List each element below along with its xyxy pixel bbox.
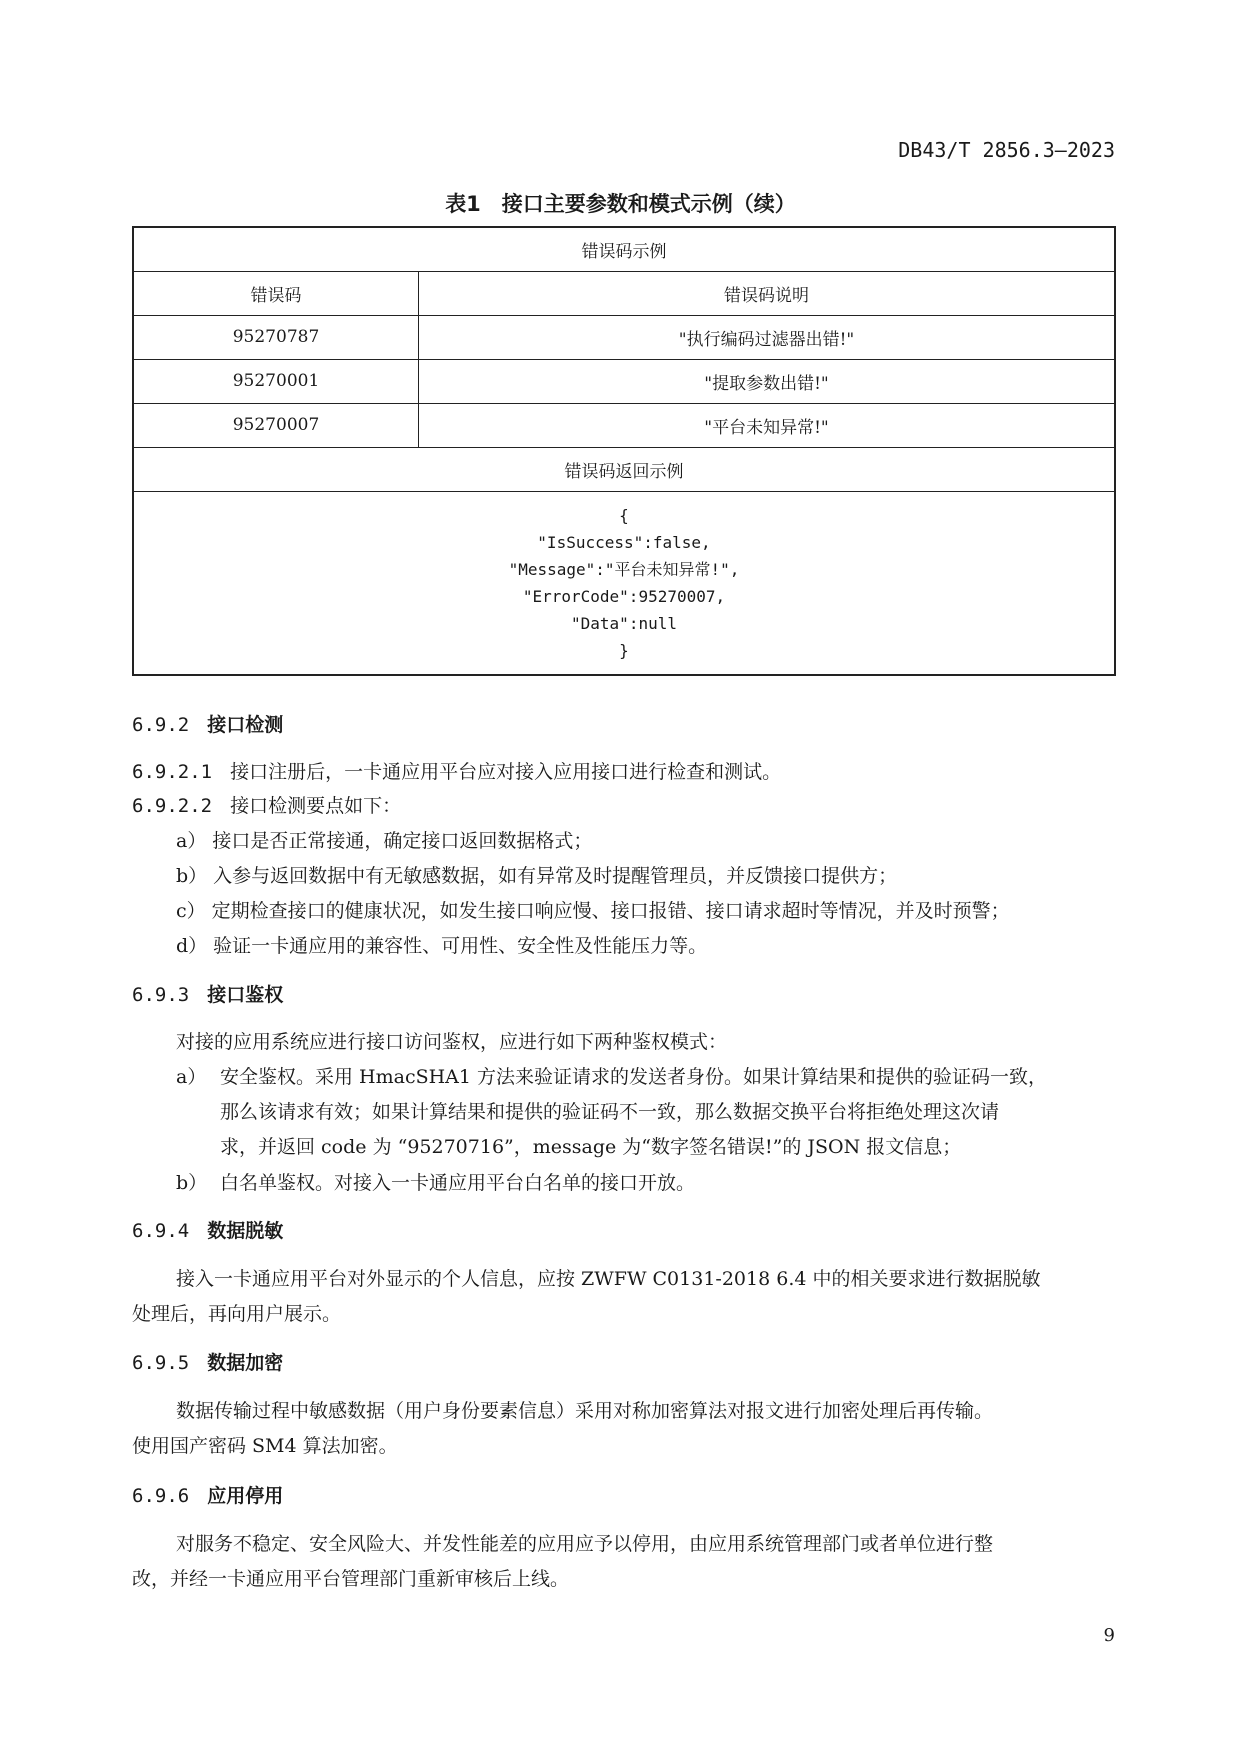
error-code-table <box>132 226 1116 676</box>
list-text-line: 求，并返回 code 为 “95270716”，message 为“数字签名错误!”的 JSON 报文信息； <box>220 1136 962 1158</box>
section-title: 应用停用 <box>207 1485 284 1507</box>
heading-6-9-4 <box>132 1216 283 1243</box>
heading-6-9-6 <box>132 1481 283 1508</box>
section-title: 接口鉴权 <box>207 984 284 1006</box>
column-header-description: 错误码说明 <box>419 271 1116 315</box>
section-title: 接口检测 <box>207 714 284 736</box>
error-description-cell: "平台未知异常!" <box>419 403 1116 447</box>
clause-number: 6.9.2.1 <box>132 761 213 783</box>
paragraph-line: 接入一卡通应用平台对外显示的个人信息，应按 ZWFW C0131-2018 6.4 中的相关要求进行数据脱敏 <box>176 1268 1041 1290</box>
list-text: 验证一卡通应用的兼容性、可用性、安全性及性能压力等。 <box>213 935 708 957</box>
section-title: 数据脱敏 <box>207 1220 284 1242</box>
error-description-cell: "提取参数出错!" <box>419 359 1116 403</box>
table-row <box>133 359 1115 403</box>
table-row <box>133 315 1115 359</box>
paragraph-line: 数据传输过程中敏感数据（用户身份要素信息）采用对称加密算法对报文进行加密处理后再传输。 <box>176 1400 994 1422</box>
return-example-title: 错误码返回示例 <box>133 447 1115 491</box>
section-number: 6.9.3 <box>132 984 190 1006</box>
list-marker: b） <box>176 865 208 887</box>
clause-number: 6.9.2.2 <box>132 795 213 817</box>
heading-6-9-5 <box>132 1348 283 1375</box>
json-line: "ErrorCode":95270007, <box>522 586 726 606</box>
list-text: 定期检查接口的健康状况，如发生接口响应慢、接口报错、接口请求超时等情况，并及时预警； <box>211 900 1010 922</box>
error-code-cell: 95270787 <box>133 315 419 359</box>
list-item <box>176 859 897 893</box>
clause-text: 接口检测要点如下： <box>230 795 402 817</box>
section-number: 6.9.6 <box>132 1485 190 1507</box>
heading-6-9-2 <box>132 710 283 737</box>
error-code-cell: 95270001 <box>133 359 419 403</box>
list-text: 入参与返回数据中有无敏感数据，如有异常及时提醒管理员，并反馈接口提供方； <box>213 865 898 887</box>
paragraph-line: 对服务不稳定、安全风险大、并发性能差的应用应予以停用，由应用系统管理部门或者单位进行整 <box>176 1533 994 1555</box>
auth-intro: 对接的应用系统应进行接口访问鉴权，应进行如下两种鉴权模式： <box>176 1031 728 1053</box>
clause-6-9-2-1 <box>132 755 781 789</box>
table-section-title: 错误码示例 <box>133 227 1115 271</box>
list-text-line: 那么该请求有效；如果计算结果和提供的验证码不一致，那么数据交换平台将拒绝处理这次请 <box>220 1101 1000 1123</box>
paragraph-line: 使用国产密码 SM4 算法加密。 <box>132 1435 398 1457</box>
error-code-cell: 95270007 <box>133 403 419 447</box>
page-number: 9 <box>1103 1625 1115 1646</box>
table-row <box>133 403 1115 447</box>
list-text: 接口是否正常接通，确定接口返回数据格式； <box>212 830 593 852</box>
list-item <box>176 929 707 963</box>
section-number: 6.9.4 <box>132 1220 190 1242</box>
section-number: 6.9.5 <box>132 1352 190 1374</box>
list-marker: a） <box>176 830 207 852</box>
table-caption: 表1 接口主要参数和模式示例（续） <box>445 192 796 216</box>
list-item <box>176 894 1010 928</box>
section-number: 6.9.2 <box>132 714 190 736</box>
error-description-cell: "执行编码过滤器出错!" <box>419 315 1116 359</box>
json-line: "IsSuccess":false, <box>537 532 711 552</box>
list-marker: a） <box>176 1066 207 1088</box>
list-marker: b） <box>176 1172 208 1194</box>
json-example <box>133 491 1115 675</box>
json-line: } <box>619 640 629 660</box>
list-text-line: 安全鉴权。采用 HmacSHA1 方法来验证请求的发送者身份。如果计算结果和提供的验证码一致， <box>220 1066 1048 1088</box>
clause-6-9-2-2 <box>132 789 401 823</box>
list-text-line: 白名单鉴权。对接入一卡通应用平台白名单的接口开放。 <box>220 1172 696 1194</box>
json-line: { <box>619 505 629 525</box>
section-title: 数据加密 <box>207 1352 284 1374</box>
column-header-code: 错误码 <box>133 271 419 315</box>
list-marker: d） <box>176 935 208 957</box>
list-marker: c） <box>176 900 206 922</box>
json-line: "Data":null <box>571 613 677 633</box>
json-line: "Message":"平台未知异常!", <box>508 559 740 579</box>
clause-text: 接口注册后，一卡通应用平台应对接入应用接口进行检查和测试。 <box>230 761 782 783</box>
paragraph-line: 处理后，再向用户展示。 <box>132 1303 342 1325</box>
paragraph-line: 改，并经一卡通应用平台管理部门重新审核后上线。 <box>132 1568 570 1590</box>
document-code: DB43/T 2856.3—2023 <box>898 138 1115 162</box>
heading-6-9-3 <box>132 980 283 1007</box>
list-item <box>176 824 592 858</box>
